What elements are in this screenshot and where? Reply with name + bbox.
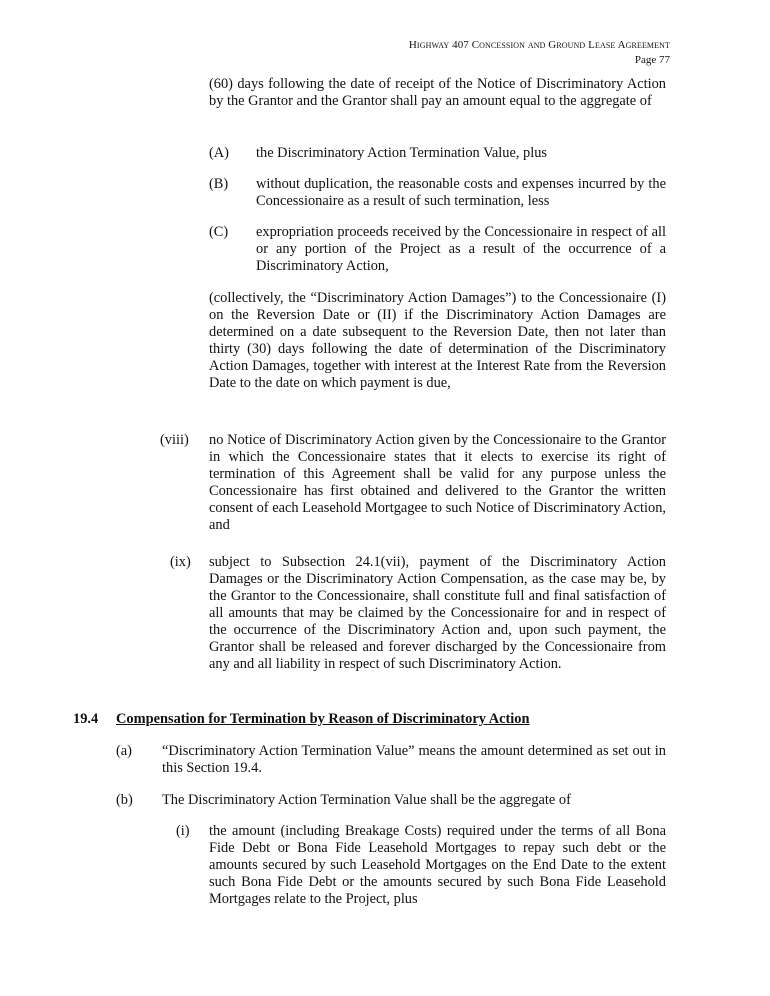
item-label-C: (C) <box>209 224 229 240</box>
item-label-A: (A) <box>209 145 229 161</box>
subitem-label-i: (i) <box>176 823 190 839</box>
item-label-ix: (ix) <box>170 554 191 570</box>
item-text-ix: subject to Subsection 24.1(vii), payment of the Discriminatory Action Damages or the Discriminatory Action Compensation, as the case may be, by the Grantor to the Concessionaire, shall constitute full and final satisfaction of all amounts that may be claimed by the Concessionaire for and in respect of the occurrence of the Discriminatory Action and, upon such payment, the Grantor shall be released and forever discharged by the Concessionaire from any and all liability in respect of such Discriminatory Action. <box>209 554 666 672</box>
section-number: 19.4 <box>73 711 99 727</box>
paragraph-collectively: (collectively, the “Discriminatory Action Damages”) to the Concessionaire (I) on the Reversion Date or (II) if the Discriminatory Action Damages are determined on a date subsequent to the Reversion Date, then not later than thirty (30) days following the date of determination of the Discriminatory Action Damages, together with interest at the Interest Rate from the Reversion Date to the date on which payment is due, <box>209 290 666 391</box>
item-text-B: without duplication, the reasonable costs and expenses incurred by the Concessionaire as a result of such termination, less <box>256 176 666 209</box>
item-text-viii: no Notice of Discriminatory Action given by the Concessionaire to the Grantor in which the Concessionaire states that it elects to exercise its right of termination of this Agreement shall be valid for any purpose unless the Concessionaire has first obtained and delivered to the Grantor the written consent of each Leasehold Mortgagee to such Notice of Discriminatory Action, and <box>209 432 666 533</box>
clause-text-b: The Discriminatory Action Termination Value shall be the aggregate of <box>162 792 571 808</box>
clause-label-a: (a) <box>116 743 132 759</box>
section-title: Compensation for Termination by Reason of Discriminatory Action <box>116 711 530 727</box>
item-text-C: expropriation proceeds received by the Concessionaire in respect of all or any portion of the Project as a result of the occurrence of a Discriminatory Action, <box>256 224 666 274</box>
clause-text-a: “Discriminatory Action Termination Value” means the amount determined as set out in this Section 19.4. <box>162 743 666 776</box>
item-text-A: the Discriminatory Action Termination Value, plus <box>256 145 548 161</box>
item-label-B: (B) <box>209 176 229 192</box>
clause-label-b: (b) <box>116 792 133 808</box>
running-header-title: Highway 407 Concession and Ground Lease Agreement <box>408 39 670 51</box>
section-heading <box>116 711 529 728</box>
item-label-viii: (viii) <box>160 432 189 448</box>
page-number: Page 77 <box>634 54 670 66</box>
paragraph-intro: (60) days following the date of receipt of the Notice of Discriminatory Action by the Grantor and the Grantor shall pay an amount equal to the aggregate of <box>209 76 666 109</box>
subitem-text-i: the amount (including Breakage Costs) required under the terms of all Bona Fide Debt or Bona Fide Leasehold Mortgages to repay such debt or the amounts secured by such Leasehold Mortgages on the End Date to the extent such Bona Fide Debt or the amounts secured by such Bona Fide Leasehold Mortgages relate to the Project, plus <box>209 823 666 907</box>
